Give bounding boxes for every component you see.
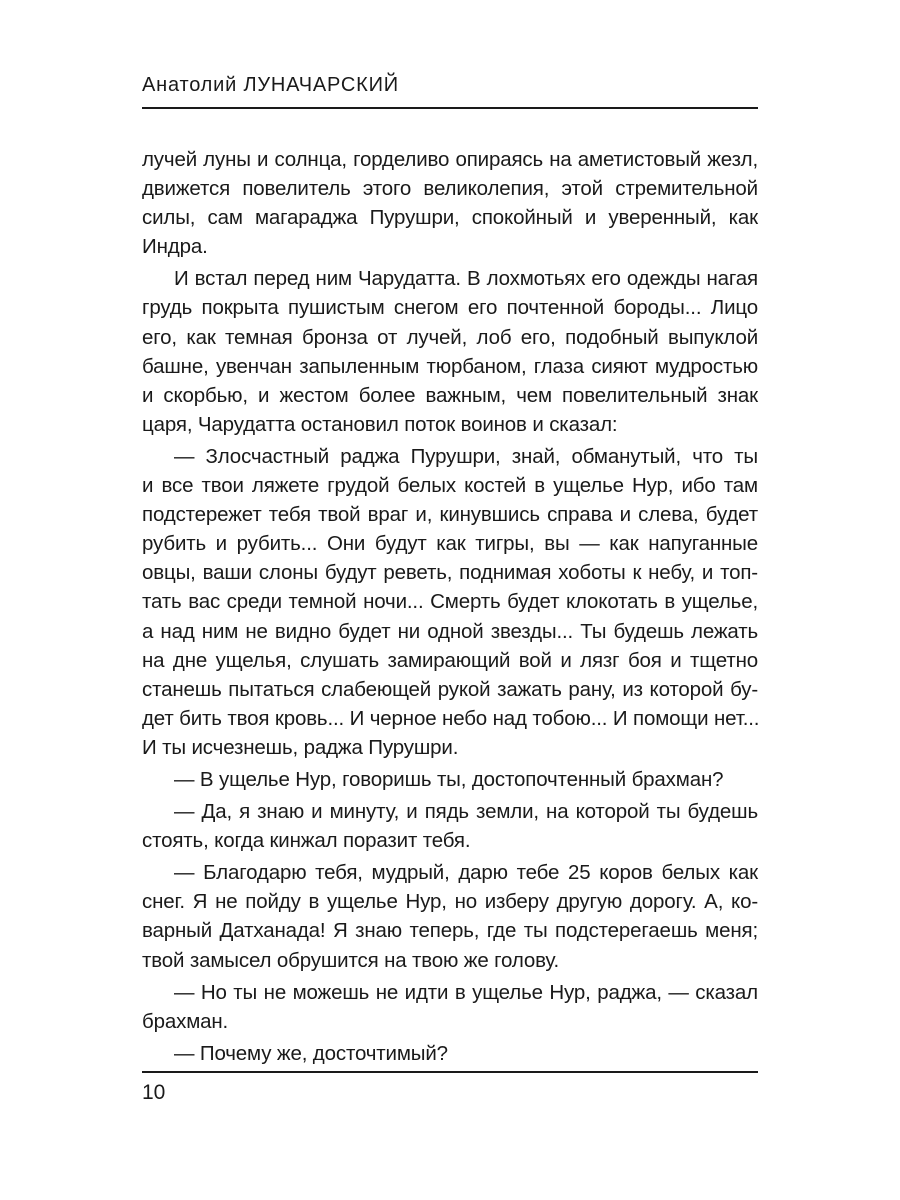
text-line: Индра. <box>142 235 208 259</box>
text-line: овцы, ваши слоны будут реветь, поднимая хоботы к небу, и топ- <box>142 561 758 585</box>
text-line: стоять, когда кинжал поразит тебя. <box>142 829 471 853</box>
paragraph <box>142 145 758 261</box>
paragraph <box>142 442 758 762</box>
paragraph <box>142 765 758 794</box>
paragraph <box>142 858 758 974</box>
text-line: варный Датханада! Я знаю теперь, где ты подстерегаешь меня; <box>142 919 758 943</box>
text-line: башне, увенчан запыленным тюрбаном, глаза сияют мудростью <box>142 354 758 378</box>
text-line: и все твои ляжете грудой белых костей в ущелье Нур, ибо там <box>142 474 758 498</box>
paragraph <box>142 264 758 439</box>
text-line: силы, сам магараджа Пурушри, спокойный и уверенный, как <box>142 206 758 230</box>
text-line: лучей луны и солнца, горделиво опираясь на аметистовый жезл, <box>142 148 758 171</box>
text-line: станешь пытаться слабеющей рукой зажать рану, из которой бу- <box>142 677 758 701</box>
text-line: — Но ты не можешь не идти в ущелье Нур, раджа, — сказал <box>174 980 758 1004</box>
paragraph <box>142 797 758 855</box>
text-line: снег. Я не пойду в ущелье Нур, но изберу другую дорогу. А, ко- <box>142 890 758 914</box>
text-line: И встал перед ним Чарудатта. В лохмотьях его одежды нагая <box>174 267 758 291</box>
text-line: грудь покрыта пушистым снегом его почтенной бороды... Лицо <box>142 296 758 320</box>
text-line: тать вас среди темной ночи... Смерть будет клокотать в ущелье, <box>142 590 758 614</box>
text-line: движется повелитель этого великолепия, этой стремительной <box>142 177 758 201</box>
text-line: рубить и рубить... Они будут как тигры, вы — как напуганные <box>142 532 758 556</box>
text-line: твой замысел обрушится на твою же голову. <box>142 948 560 972</box>
text-line: — Злосчастный раджа Пурушри, знай, обманутый, что ты <box>174 444 758 468</box>
footer-divider <box>142 1071 758 1073</box>
text-line: а над ним не видно будет ни одной звезды... Ты будешь лежать <box>142 619 758 643</box>
text-line: — В ущелье Нур, говоришь ты, достопочтенный брахман? <box>174 767 724 791</box>
text-line: — Благодарю тебя, мудрый, дарю тебе 25 коров белых как <box>174 861 758 885</box>
text-line: его, как темная бронза от лучей, лоб его, подобный выпуклой <box>142 325 758 349</box>
text-line: И ты исчезнешь, раджа Пурушри. <box>142 735 459 759</box>
paragraph <box>142 978 758 1036</box>
text-line: подстережет тебя твой враг и, кинувшись справа и слева, будет <box>142 503 758 527</box>
text-line: и скорбью, и жестом более важным, чем повелительный знак <box>142 383 758 407</box>
text-line: — Почему же, досточтимый? <box>174 1041 448 1065</box>
page-number: 10 <box>142 1081 166 1104</box>
paragraph <box>142 1039 758 1068</box>
text-line: — Да, я знаю и минуту, и пядь земли, на которой ты будешь <box>174 800 758 824</box>
text-line: брахман. <box>142 1009 229 1033</box>
text-line: царя, Чарудатта остановил поток воинов и сказал: <box>142 412 618 436</box>
header-divider <box>142 107 758 109</box>
running-header-title: Анатолий ЛУНАЧАРСКИЙ <box>142 74 399 96</box>
text-line: на дне ущелья, слушать замирающий вой и лязг боя и тщетно <box>142 648 758 672</box>
body-text <box>142 145 758 1068</box>
text-line: дет бить твоя кровь... И черное небо над тобою... И помощи нет... <box>142 706 760 730</box>
